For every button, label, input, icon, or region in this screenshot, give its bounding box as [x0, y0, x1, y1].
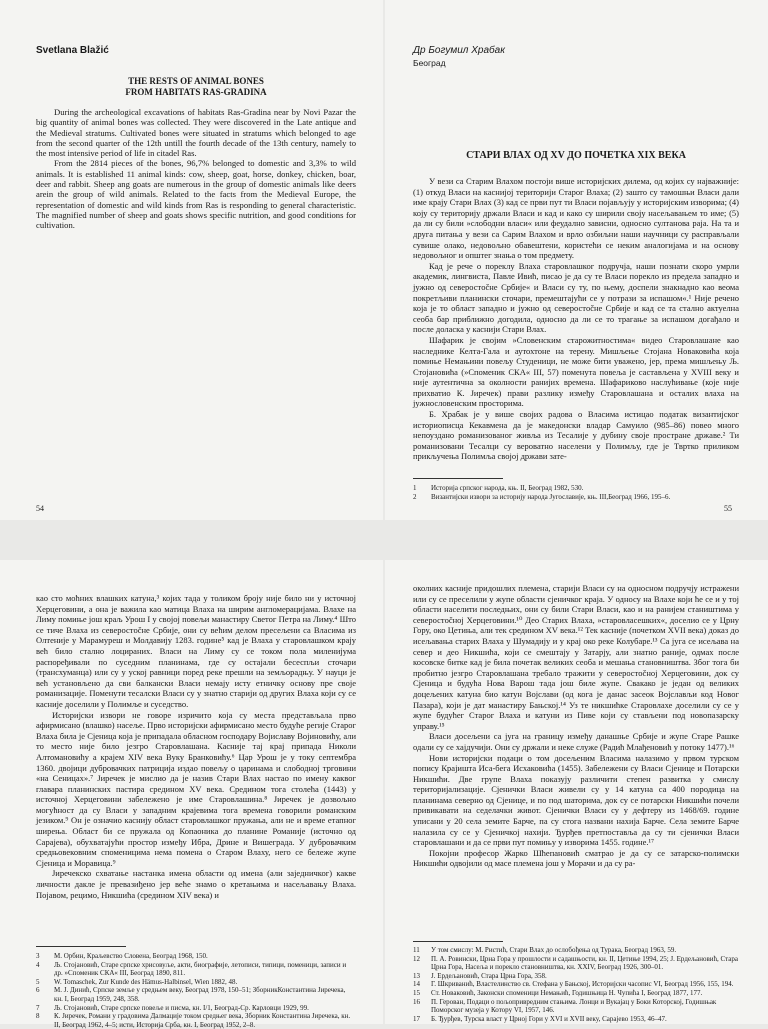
- page-left-top: [0, 0, 383, 520]
- footnote-rule: [413, 941, 503, 942]
- page-number: 55: [724, 504, 732, 513]
- abstract: [36, 107, 356, 231]
- footnote: 7 Љ. Стојановић, Старе српске повеље и писма, кн. I/1, Београд-Ср. Карловци 1929, 99.: [36, 1003, 309, 1012]
- body-text: [413, 583, 739, 937]
- page-left-bottom: [0, 560, 383, 1029]
- page-gap: [0, 520, 768, 560]
- body-paragraph: околних касније придошлих племена, старији Власи су на односном подручју истражени или су се преселили у жупе области сјеничког краја. У односу на Влахе који ће се и у тој области населити последњих, они су били Стари Власи, као и на ранијем стаништима у северостočној Херцеговини.¹⁰ Део Старих Влаха, »старовласешких«, доселио се у Црну Гору, око Цетиња, али тек средином XV века.¹² Тек касније (почетком XVII века) доказ до исељавања старих Влаха у Шумадију и у крај око реке Колубаре.¹³ Са југа се исељава на север и део Никшића, који се смештају у Затарју, али знатно раније, одмах после косовске битке кад је била почетак великих сеоба и мешања становништва. Због тога би пробитно језгро Старовлашана требало тражити у северостočној Херцеговини, док су Сјеница и будућа Нова Варош тада још биле жупе. Свакако је један од великих доцељених катуна био катун Војслави (од кога је данас засеок Војслављи код Новог Пазара), који је дат манастиру Бањској.¹⁴ Уз те никшићке Старовлахе доселили су се у жупе будућег Старог Влаха и катуни из Пиве који су стављени под новопазарску управу.¹⁵: [413, 583, 739, 731]
- body-paragraph: Јиречекско схватање настанка имена области од имена (али заједничког) какве личности дакле је превазиђено јер веће знамо о кретањима и насељавању Влаха. Појавом, рецимо, Никшића (средином XIV века) и: [36, 868, 356, 900]
- abstract-paragraph: From the 2814 pieces of the bones, 96,7% belonged to domestic and 3,3% to wild animals. It is established 11 animal kinds: cow, sheep, goat, horse, donkey, chicken, boar, deer and rabbit. Sheep ang goats are numerous in the group of domestic animals like deers arein the group of wild animals. Related to the facts from the Medieval Europe, the representation of domestic and wild kinds from Ras is responding to general characteristic. The magnified number of sheep and goats shows specific nutrition, and good conditions for cultivation.: [36, 158, 356, 231]
- body-paragraph: У вези са Старим Влахом постоји више историјских дилема, од којих су најважније: (1) откуд Власи на каснијој територији Старог Влаха; (2) зашто су тамошњи Власи дали име крају Стари Влах (3) кад се први пут ти Власи појављују у историјским изворима; (4) коју су територију држали Власи и кад и како су ширили своју насељавањем то име; (5) да ли су били »слободни власи« или феудално зависни, односно султанова раја. На та и друга питања у вези са Сарим Влахом и врло озбиљни наши научници су расправљали сувише олако, недовољно обавештени, користећи се неким аналогијама и на основу недовољног и општег знања о том предмету.: [413, 176, 739, 261]
- footnote-rule: [36, 946, 126, 947]
- article-title: СТАРИ ВЛАХ ОД XV ДО ПОЧЕТКА XIX ВЕКА: [466, 150, 686, 161]
- footnote: 14 Г. Шкриванић, Властелинство св. Стефана у Бањској, Историјски часопис VI, Београд 1956, 155, 194.: [413, 980, 734, 989]
- page-right-top: [385, 0, 768, 520]
- body-paragraph: Нови историјски подаци о том досељеним Власима налазимо у првом турском попису Крајишта Иса-бега Исхаковића (1455). Забележени су Власи Сјенице и Потарски Никшићи. Две групе Влаха показују различити степен развитка у смислу територијализације. Сјенички Власи живели су у 14 катуна са 400 породица на планинама северно од Сјенице, и по под шаторима, док су се потарски Никшићи почели привикавати на седелачки живот. Сјенички Власи су у дефтеру из 1468/69. године уписани у 20 села земите Барче, па су стога названи нахија Барче. Села земите Барче налазила су се у Сјеничкој нахији. Ђурђев претпоставља да су ти сјенички Власи старовлашани и да се први пут помињу у изворима 1455. године.¹⁷: [413, 752, 739, 848]
- footnotes: [36, 952, 356, 1029]
- footnote-rule: [413, 478, 503, 479]
- footnote: 6 М. J. Динић, Српске земље у средњем веку, Београд 1978, 150–51; ЗборникКонстантина Јиречека, кн. I, Београд 1959, 248, 358.: [36, 986, 346, 1003]
- body-paragraph: Кад је рече о пореклу Влаха старовлашког подручја, наши познати скоро умрли академик, лингвиста, Павле Ивић, писао је да су те Власи порекло из предела западно и јужно од северостočне Србије« и Власи су ту, по њему, доспели знакнадно као веома покретљиви планински сточари, премештајући се у потрази за испашом«.¹ Није речено која је то област западно и јужно од северостočне Србије и кад се та стално актуелна сеоба бар приближно догодила, односно да ли се то трагање за испашом догађало и после доласка у каснији Стари Влах.: [413, 260, 739, 335]
- footnote: 3 М. Орбин, Краљевство Словена, Београд 1968, 150.: [36, 952, 208, 960]
- author-city: Београд: [413, 58, 446, 68]
- author-name: Др Богумил Храбак: [413, 45, 505, 56]
- footnote: 13 J. Ердељановић, Стара Црна Гора, 358.: [413, 971, 547, 980]
- author-name: Svetlana Blažić: [36, 45, 109, 56]
- body-paragraph: Шафарик је својим »Словенским старожитностима« видео Старовлашане као наследнике Келта-Гала и аутохтоне на терену. Мишљење Стојана Новаковића која помиње Немањини повељу Студеници, не може бити уважено, јер, према мишљењу Љ. Стојановића (»Споменик СКА« III, 57) поменута повеља је састављена у XVIII веку и није аутентична за околности ранијих времена. Шафариково наслућивање (које није прихватио К. Јиречек) прави разлику између Старовлашана и осталих влаха на јужнословенским просторима.: [413, 334, 739, 409]
- body-text: [413, 176, 739, 471]
- footnote: 4 Љ. Стојановић, Старе српске хрисовуље, акти, биографије, летописи, типици, поменици, записи и др. »Споменик СКА« III, Београд 1890, 811.: [36, 960, 347, 978]
- footnotes: [413, 946, 739, 1024]
- body-text: [36, 593, 356, 937]
- body-paragraph: Историјски извори не говоре изричито која су места представљала прво афирмисано (влашко) насеље. Прво историјски афирмисано место будуће регије Старог Влаха била је Сјеница која је припадала обласном господару Војиславу Војиновићу, али то место није било језгро Старовлашана. Касније тај крај припада Николи Алтомановићу а крајем XIV века Вуку Бранковићу.⁶ Цар Урош је у току септембра 1360. двојици дубровачких патриција издао повељу о царинама и слободној трговини «на Сеницах».⁷ Јиречек је мислио да је назив Стари Влах настао по имену каквог главара планинских пастира средином XV века. Средином тога столећа (1443) у источној Херцеговини забележено је име Старовлашина.⁸ Јиречек је дозвољно могућност да су Власи у западним крајевима тога времена говорили романским језиком.⁹ Он је означио каснију област старовлашког пружања, али не и време етапног ширења. Област би се пружала од Копаоника до планине Романије (источно од Сарајева), обухватајући простор између Ибра, Дрине и Вишеграда. У дубровачким средњовековним споменицима нема помена о Старом Влаху, него се бележе жупе Сјеница и Моравица.⁹: [36, 709, 356, 868]
- abstract-paragraph: During the archeological excavations of habitats Ras-Gradina near by Novi Pazar the big quantity of animal bones was collected. They were discovered in the Late antique and the Medieval stratums. Cultivated bones were situated in stratums which belonged to age from the second quarter of the 12th untill the fourth decade of the 13th century, namely to the most intensive period of life in citadel Ras.: [36, 107, 356, 159]
- footnote: 1 Историја српског народа, књ. II, Београд 1982, 530.: [413, 484, 584, 492]
- footnote: 16 П. Герован, Подаци о пољопривредним стањима. Лонци и Вукајац у Боки Которској, Годишњак Поморског музеја у Котору VI, 1957, 146.: [413, 997, 717, 1015]
- body-paragraph: Покојни професор Жарко Шћепановић сматрао је да су се затарско-полимски Никшићи одвојили од масе племена још у Морачи и да су ра-: [413, 847, 739, 869]
- footnotes: [413, 484, 739, 501]
- footnote: 15 Ст. Новаковић, Законски споменици Немањић, Годишњица Н. Чупића I, Београд 1877, 177.: [413, 988, 703, 997]
- footnote: 2 Византијски извори за историју народа Југославије, књ. III,Београд 1966, 195–6.: [413, 492, 671, 501]
- footnote: 11 У том смислу: М. Ристић, Стари Влах до ослобођења од Турака, Београд 1963, 59.: [413, 946, 677, 954]
- article-title: [36, 76, 356, 98]
- title-line-1: THE RESTS OF ANIMAL BONES: [128, 76, 264, 86]
- title-line-2: FROM HABITATS RAS-GRADINA: [125, 87, 267, 97]
- footnote: 17 Б. Ђурђев, Турска власт у Црној Гори у XVI и XVII веку, Сарајево 1953, 46–47.: [413, 1014, 667, 1023]
- page-number: 54: [36, 504, 44, 513]
- body-paragraph: Б. Храбак је у више својих радова о Власима истицао податак византијског историописца Кекавмена да је македонски владар Самуило (985–86) повео много непоуздано романизованог живља из Тесалије у дубину своје простране државе.² Ти романизовани Тесалци су вероватно населени у Полимљу, где је Твртко приликом прикључења Полимља својој држави зате-: [413, 409, 739, 462]
- footnote: 5 W. Tomaschek, Zur Kunde des Hämus-Halbinsel, Wien 1882, 48.: [36, 977, 238, 986]
- footnote: 12 П. А. Ровински, Црна Гора у прошлости и садашњости, кн. II, Цетиње 1994, 25; J. Ердељановић, Стара Црна Гора, Насеља и порекло становништва, кн. XXIV, Београд 1926, 300–01.: [413, 954, 738, 972]
- page-right-bottom: [385, 560, 768, 1024]
- body-paragraph: као сто моћних влашких катуна,³ којих тада у толиком броју није било ни у источној Херцеговини, а она је важила као матица Влаха на ширим англомерацијама. Влахе на Лиму помиње још краљ Урош I у својој повељи манастиру Светог Петра на Лиму.⁴ Што се тиче Влаха из северостočне Србије, они су већим делом пресељени са Власима из Олтеније у Марамуреш и Молдавију 1283. године⁵ кад је Влаха у старовлашком крају већ било стално лоцираних. Власи на Лиму су се током пола миленијума распоређивали по суседним планинама, где су остајали бесеспљи сточари (трансхуманца) или су у уској равници поред реке прешли на земљорадњу. У науци је већ установљено да сви балкански Власи немају исту етничку основу пре своје романизације. Поменути тесалски Власи су у знатно старији од других Влаха који су се касније доселили у Полимље и суседство.: [36, 593, 356, 709]
- body-paragraph: Власи досељени са југа на границу између данашње Србије и жупе Старе Рашке одали су се хајдучији. Они су држали и неке служе (Радић Млађеновић у потоку 1477).¹⁶: [413, 731, 739, 752]
- footnote: 8 К. Јиречек, Романи у градовима Далмације током средњег века, Зборник Константина Јиречека, кн. II, Београд 1962, 4–5; исти, Историја Срба, кн. I, Београд 1952, 2–8.: [36, 1012, 351, 1029]
